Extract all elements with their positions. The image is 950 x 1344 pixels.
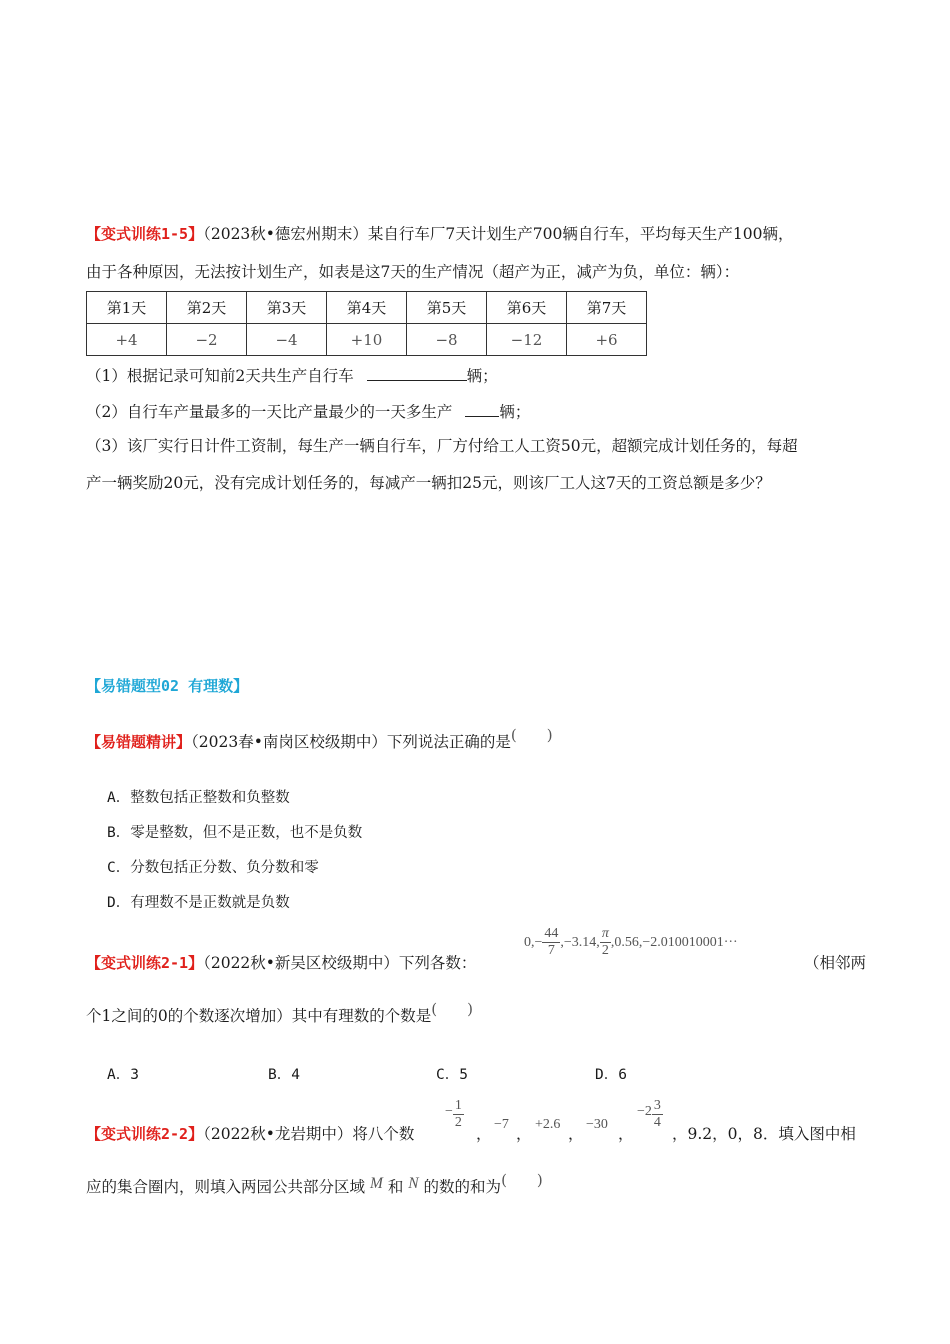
question-tag: 【易错题精讲】	[86, 733, 192, 751]
number-list-formula	[524, 926, 738, 959]
table-header-row	[87, 292, 647, 324]
question-tag: 【变式训练2-1】	[86, 954, 204, 972]
separator: ，	[516, 1125, 532, 1143]
option-a: A．整数包括正整数和负整数	[107, 790, 290, 806]
table-cell: 第4天	[327, 292, 407, 324]
question-2-2-line2	[86, 1171, 543, 1197]
sub-question-3-line2: 产一辆奖励20元，没有完成计划任务的，每减产一辆扣25元，则该厂工人这7天的工资总额是多少？	[86, 474, 771, 492]
question-2-2-line1	[86, 1122, 414, 1144]
question-text: （2022秋•新吴区校级期中）下列各数：	[203, 954, 477, 972]
option-d: D．6	[595, 1067, 627, 1083]
table-cell: 第2天	[167, 292, 247, 324]
separator: ，	[476, 1125, 492, 1143]
sub-question-text: （2）自行车产量最多的一天比产量最少的一天多生产	[86, 403, 453, 421]
fraction-numerator: π	[600, 926, 611, 943]
table-cell: +6	[567, 324, 647, 356]
number-pos-2-6: +2.6	[535, 1117, 561, 1132]
fraction-numerator: 1	[453, 1098, 464, 1115]
question-text: 的数的和为	[423, 1178, 502, 1196]
sub-question-3-line1: （3）该厂实行日计件工资制，每生产一辆自行车，厂方付给工人工资50元，超额完成计划任务的，每超	[86, 437, 798, 455]
option-d: D．有理数不是正数就是负数	[107, 895, 290, 911]
table-cell: −8	[407, 324, 487, 356]
fraction	[453, 1098, 464, 1131]
table-row	[87, 324, 647, 356]
variable-n: N	[408, 1175, 419, 1192]
table-cell: 第7天	[567, 292, 647, 324]
answer-paren: ( )	[501, 1171, 543, 1189]
sub-question-unit: 辆；	[499, 403, 531, 421]
question-tag: 【变式训练2-2】	[86, 1125, 204, 1143]
question-tag: 【变式训练1-5】	[86, 225, 204, 243]
fraction	[600, 926, 611, 959]
sub-question-unit: 辆；	[466, 367, 498, 385]
fraction	[542, 926, 560, 959]
table-cell: −12	[487, 324, 567, 356]
option-c: C．5	[436, 1067, 468, 1083]
question-1-5-line2: 由于各种原因，无法按计划生产，如表是这7天的生产情况（超产为正，减产为负，单位：辆）：	[86, 263, 740, 281]
question-2-1-line1	[86, 951, 476, 973]
separator: ，	[618, 1125, 634, 1143]
table-cell: 第1天	[87, 292, 167, 324]
table-cell: +4	[87, 324, 167, 356]
question-2-2-rest: ，9.2，0，8．填入图中相	[672, 1125, 856, 1143]
question-2-1-line2	[86, 1000, 473, 1026]
formula-part: −2	[637, 1103, 652, 1119]
fraction-denominator: 7	[547, 943, 555, 959]
formula-part: ,0.56,−2.010010001···	[610, 934, 738, 950]
option-a: A．3	[107, 1067, 139, 1083]
question-text: （2022秋•龙岩期中）将八个数	[203, 1125, 415, 1143]
sub-question-text: （1）根据记录可知前2天共生产自行车	[86, 367, 354, 385]
answer-paren: ( )	[510, 726, 553, 744]
answer-blank[interactable]	[367, 366, 467, 381]
fraction-numerator: 44	[542, 926, 560, 943]
table-cell: 第6天	[487, 292, 567, 324]
fraction	[652, 1098, 663, 1131]
formula-part: 0,−	[524, 934, 543, 950]
fraction-numerator: 3	[652, 1098, 663, 1115]
separator: ，	[568, 1125, 584, 1143]
table-cell: −2	[167, 324, 247, 356]
option-b: B．4	[268, 1067, 300, 1083]
number-neg-half	[445, 1098, 464, 1131]
sub-question-1	[86, 364, 498, 386]
section-title: 【易错题型02 有理数】	[86, 677, 249, 695]
option-c: C．分数包括正分数、负分数和零	[107, 860, 319, 876]
table-cell: 第3天	[247, 292, 327, 324]
answer-paren: ( )	[431, 1000, 473, 1018]
production-table	[86, 291, 647, 356]
table-cell: 第5天	[407, 292, 487, 324]
number-mixed-fraction	[637, 1098, 663, 1131]
sub-question-2	[86, 400, 530, 422]
formula-part: ,−3.14,	[560, 934, 600, 950]
number-neg-7: −7	[494, 1117, 509, 1132]
question-2-1-tail: （相邻两	[804, 954, 867, 972]
table-cell: +10	[327, 324, 407, 356]
question-text: 个1之间的0的个数逐次增加）其中有理数的个数是	[86, 1007, 432, 1025]
fraction-denominator: 4	[653, 1115, 661, 1131]
question-text: （2023春•南岗区校级期中）下列说法正确的是	[191, 733, 511, 751]
question-jingjiang	[86, 726, 553, 752]
question-text: 和	[387, 1178, 404, 1196]
variable-m: M	[369, 1175, 383, 1192]
question-text: （2023秋•德宏州期末）某自行车厂7天计划生产700辆自行车，平均每天生产100辆，	[203, 225, 794, 243]
question-text: 应的集合圈内，则填入两园公共部分区域	[86, 1178, 366, 1196]
table-cell: −4	[247, 324, 327, 356]
number-neg-30: −30	[586, 1117, 608, 1132]
fraction-denominator: 2	[601, 943, 609, 959]
formula-part: −	[445, 1103, 453, 1119]
option-b: B．零是整数，但不是正数，也不是负数	[107, 825, 363, 841]
question-1-5-line1	[86, 222, 793, 244]
answer-blank[interactable]	[465, 402, 499, 417]
fraction-denominator: 2	[454, 1115, 462, 1131]
